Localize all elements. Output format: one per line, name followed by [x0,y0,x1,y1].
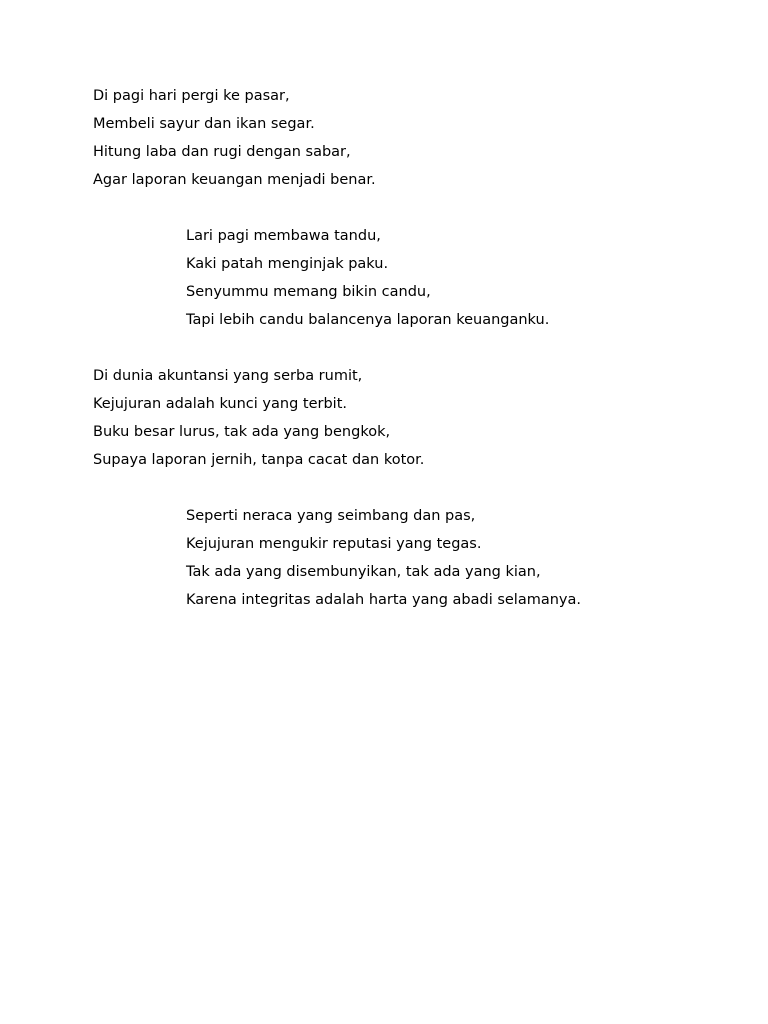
stanza-1 [93,82,376,194]
stanza-4 [186,502,581,614]
poem-line: Hitung laba dan rugi dengan sabar, [93,144,351,161]
poem-line: Kejujuran mengukir reputasi yang tegas. [186,536,482,553]
stanza-3 [93,362,424,474]
poem-line: Buku besar lurus, tak ada yang bengkok, [93,424,391,441]
poem-line: Karena integritas adalah harta yang abadi selamanya. [186,592,581,609]
poem-line: Membeli sayur dan ikan segar. [93,116,315,133]
poem-line: Senyummu memang bikin candu, [186,284,431,301]
stanza-2 [186,222,549,334]
poem-line: Lari pagi membawa tandu, [186,228,381,244]
poem-line: Supaya laporan jernih, tanpa cacat dan kotor. [93,452,425,469]
poem-line: Di pagi hari pergi ke pasar, [93,88,290,104]
poem-line: Agar laporan keuangan menjadi benar. [93,172,376,189]
poem-line: Kaki patah menginjak paku. [186,256,389,273]
poem-line: Kejujuran adalah kunci yang terbit. [93,396,347,413]
poem-line: Di dunia akuntansi yang serba rumit, [93,368,363,384]
poem-line: Tapi lebih candu balancenya laporan keuanganku. [186,312,550,329]
poem-line: Tak ada yang disembunyikan, tak ada yang kian, [186,564,541,581]
poem-line: Seperti neraca yang seimbang dan pas, [186,508,476,524]
